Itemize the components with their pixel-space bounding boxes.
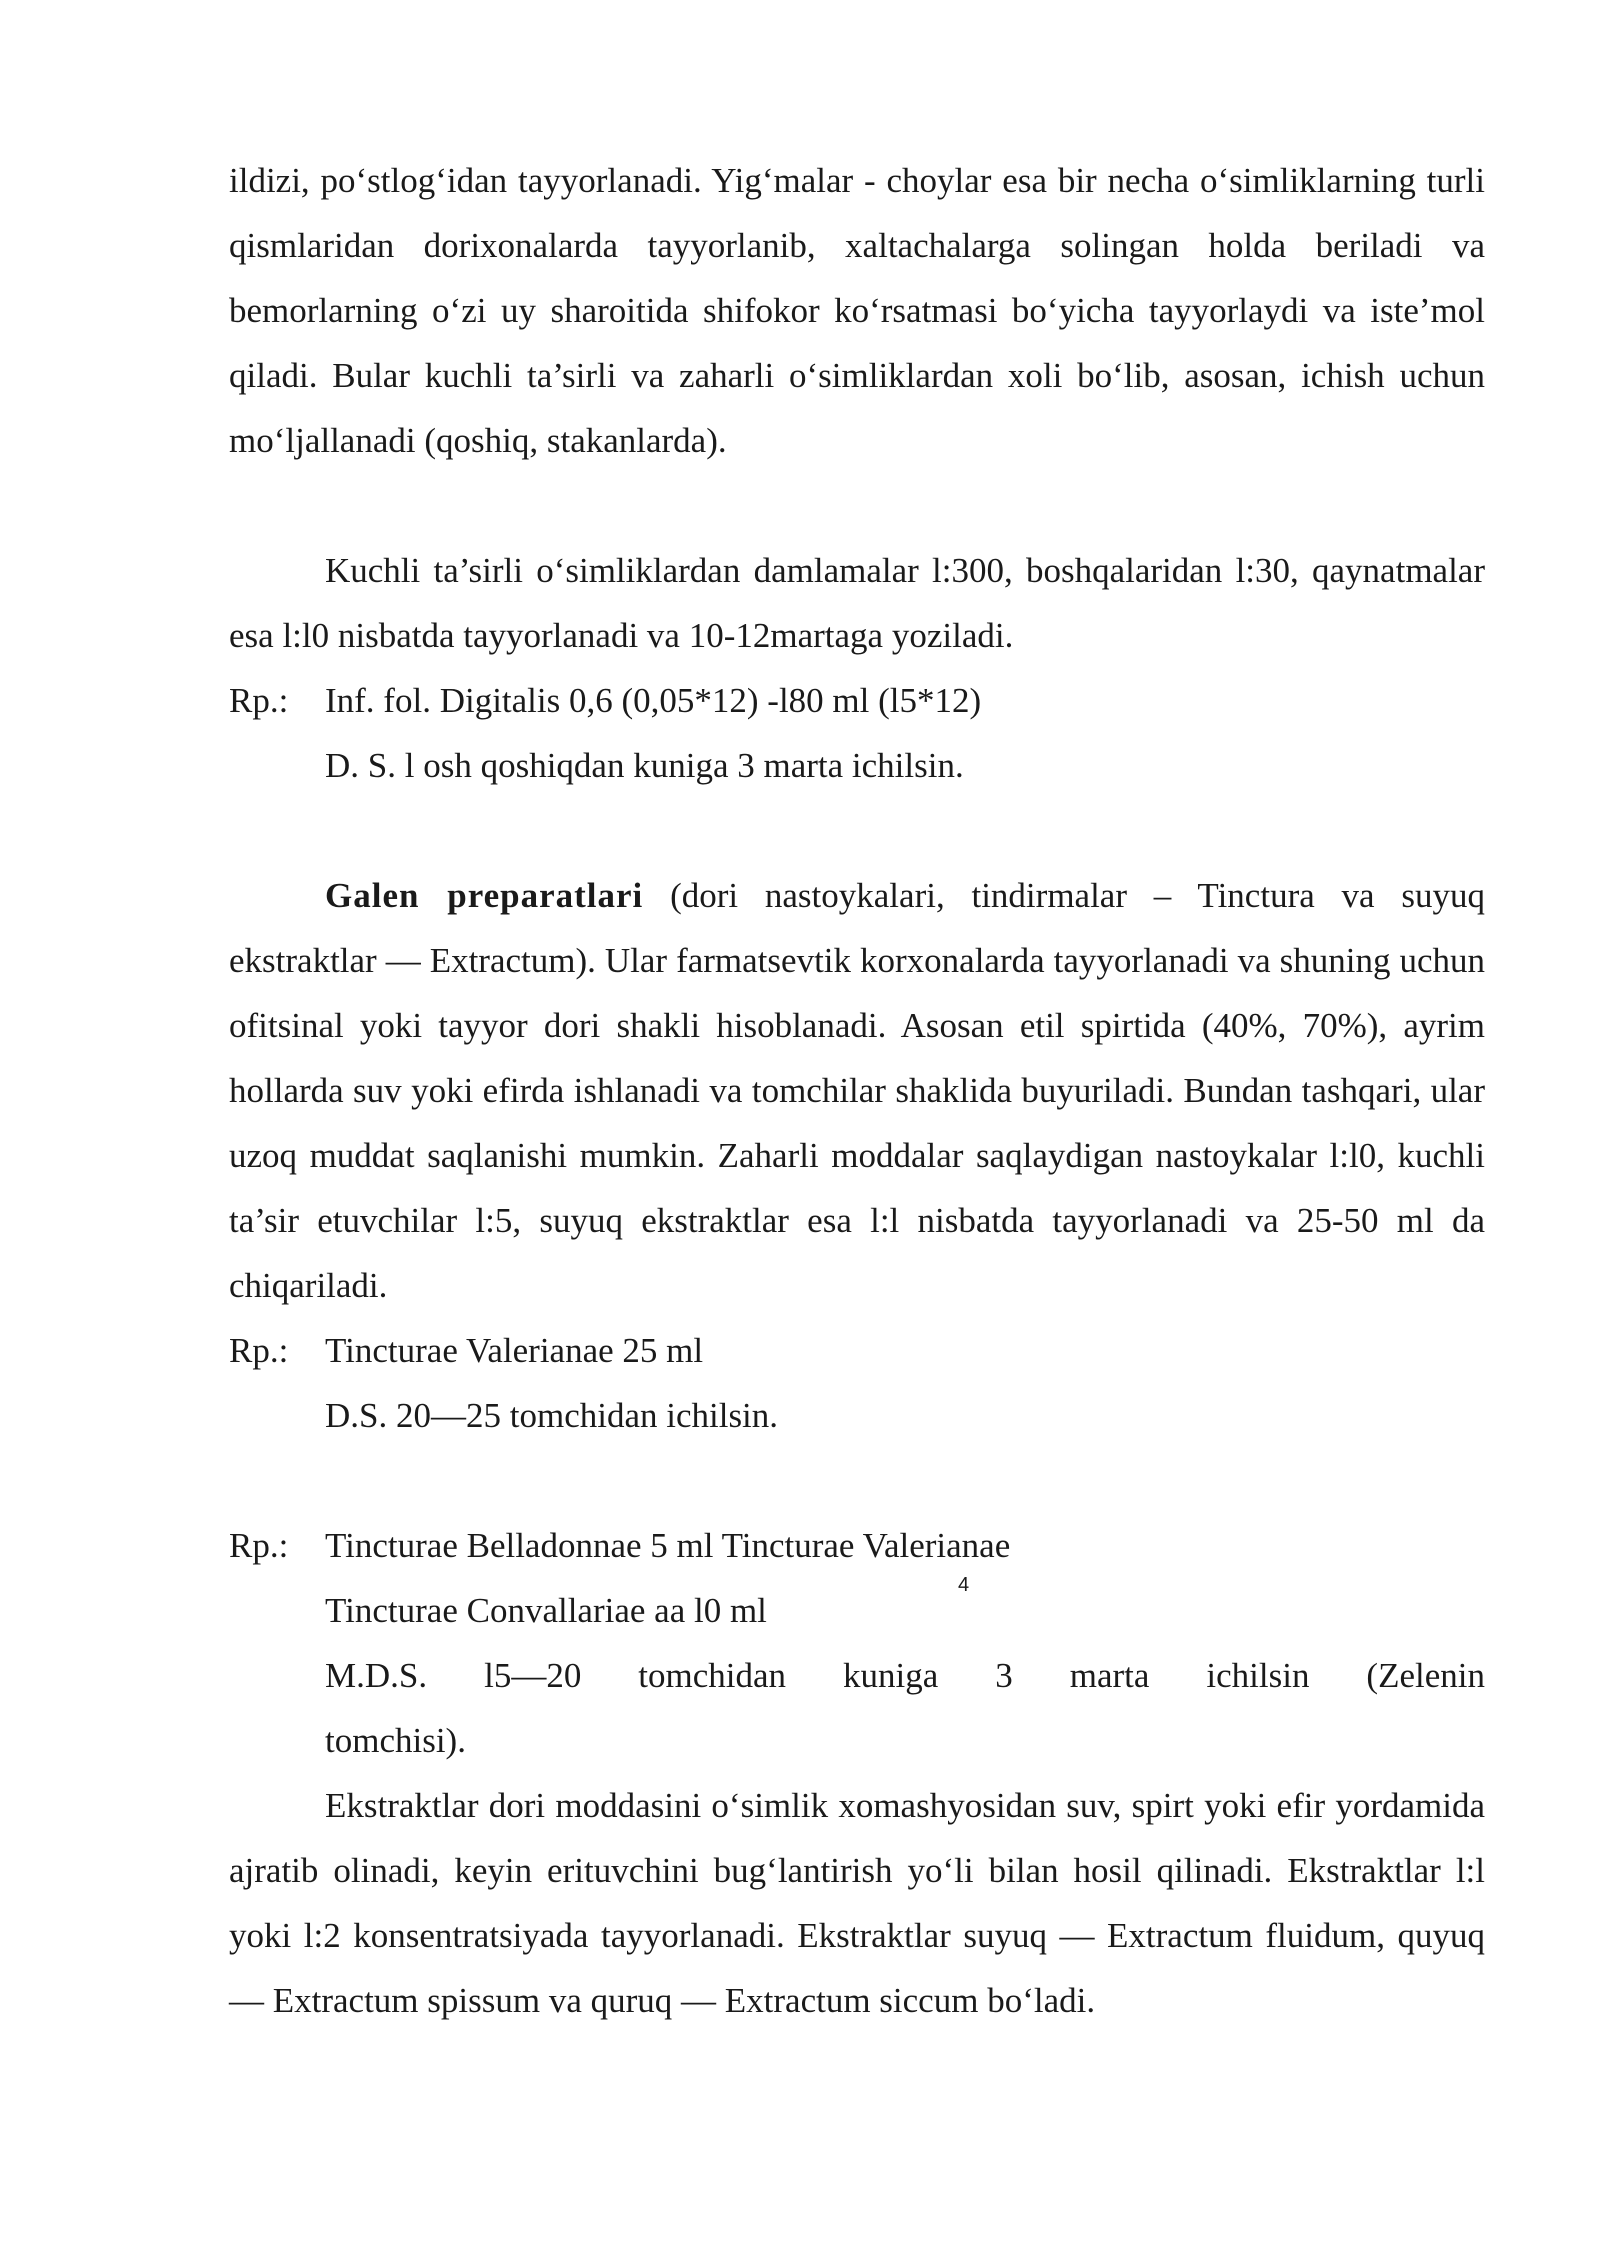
paragraph-gap (229, 473, 1485, 538)
recipe-line: D.S. 20—25 tomchidan ichilsin. (325, 1396, 779, 1435)
paragraph-gap (229, 798, 1485, 863)
paragraph-herbal-teas: ildizi, po‘stlog‘idan tayyorlanadi. Yig‘malar - choylar esa bir necha o‘simliklarning turli qismlaridan dorixonalarda tayyorlanib, xaltachalarga solingan holda beriladi va bemorlarning o‘zi uy sharoitida shifokor ko‘rsatmasi bo‘yicha tayyorlaydi va iste’mol qiladi. Bular kuchli ta’sirli va zaharli o‘simliklardan xoli bo‘lib, asosan, ichish uchun mo‘ljallanadi (qoshiq, stakanlarda). (229, 161, 1485, 460)
recipe-zelenin (229, 1513, 1485, 1578)
galen-description: (dori nastoykalari, tindirmalar – Tinctura va suyuq ekstraktlar — Extractum). Ular farmatsevtik korxonalarda tayyorlanadi va shuning uchun ofitsinal yoki tayyor dori shakli hisoblanadi. Asosan etil spirtida (40%, 70%), ayrim hollarda suv yoki efirda ishlanadi va tomchilar shaklida buyuriladi. Bundan tashqari, ular uzoq muddat saqlanishi mumkin. Zaharli moddalar saqlaydigan nastoykalar l:l0, kuchli ta’sir etuvchilar l:5, suyuq ekstraktlar esa l:l nisbatda tayyorlanadi va 25-50 ml da chiqariladi. (229, 876, 1485, 1305)
recipe-line: M.D.S. l5—20 tomchidan kuniga 3 marta ichilsin (Zelenin (325, 1656, 1485, 1695)
paragraph-galen-preparations (229, 863, 1485, 1318)
recipe-label: Rp.: (229, 1331, 289, 1370)
recipe-label: Rp.: (229, 1526, 289, 1565)
paragraph-extracts: Ekstraktlar dori moddasini o‘simlik xomashyosidan suv, spirt yoki efir yordamida ajratib olinadi, keyin erituvchini bug‘lantirish yo‘li bilan hosil qilinadi. Ekstraktlar l:l yoki l:2 konsentratsiyada tayyorlanadi. Ekstraktlar suyuq — Extractum fluidum, quyuq — Extractum spissum va quruq — Extractum siccum bo‘ladi. (229, 1786, 1485, 2020)
recipe-line: Tincturae Belladonnae 5 ml Tincturae Valerianae (325, 1526, 1011, 1565)
recipe-line: Tincturae Valerianae 25 ml (325, 1331, 704, 1370)
recipe-digitalis (229, 668, 1485, 733)
recipe-line: Inf. fol. Digitalis 0,6 (0,05*12) -l80 ml (l5*12) (325, 681, 982, 720)
paragraph-gap (229, 1448, 1485, 1513)
recipe-zelenin-signature (229, 1643, 1485, 1708)
recipe-line: D. S. l osh qoshiqdan kuniga 3 marta ichilsin. (325, 746, 964, 785)
recipe-zelenin-continuation: tomchisi). (325, 1721, 466, 1760)
galen-term: Galen preparatlari (325, 876, 644, 915)
paragraph-infusions: Kuchli ta’sirli o‘simliklardan damlamalar l:300, boshqalaridan l:30, qaynatmalar esa l:l0 nisbatda tayyorlanadi va 10-12martaga yoziladi. (229, 551, 1485, 655)
recipe-valerian-signature (229, 1383, 1485, 1448)
recipe-digitalis-signature (229, 733, 1485, 798)
document-page (229, 148, 1485, 2033)
recipe-zelenin-line2 (229, 1578, 1485, 1643)
recipe-line: Tincturae Convallariae aa l0 ml (325, 1591, 767, 1630)
recipe-valerian (229, 1318, 1485, 1383)
page-number: 4 (958, 1574, 970, 1596)
recipe-label: Rp.: (229, 681, 289, 720)
